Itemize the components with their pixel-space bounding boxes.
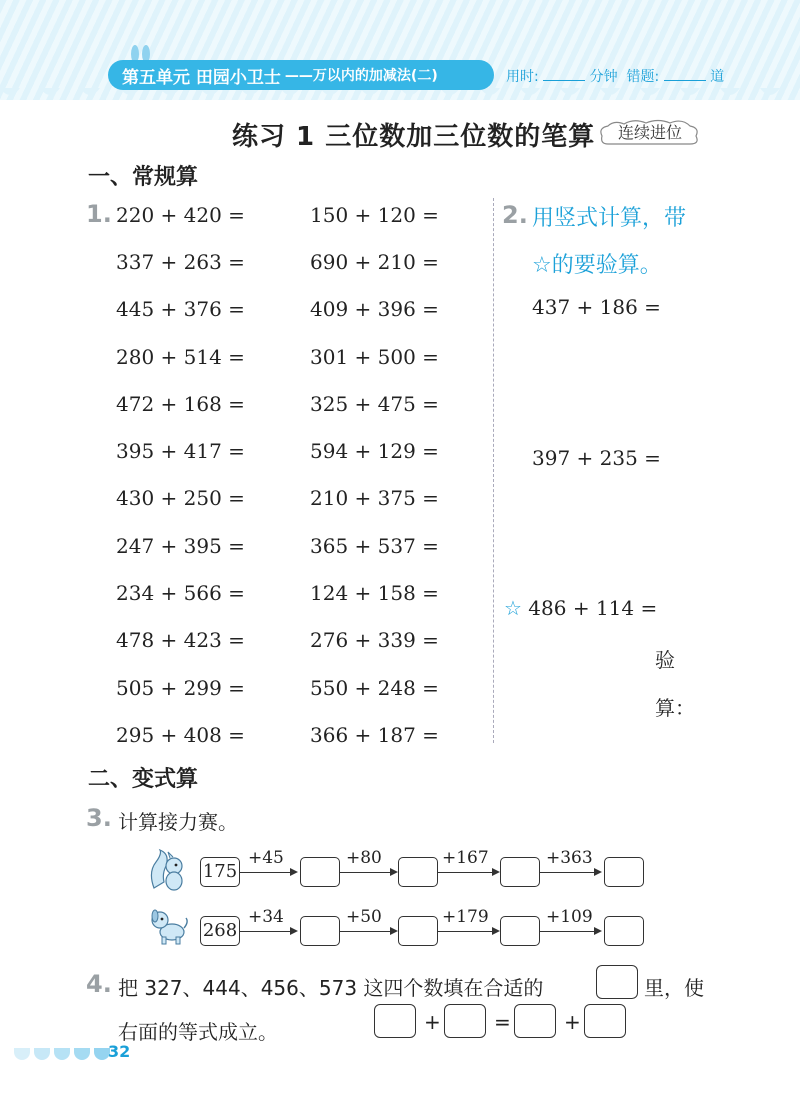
step-operator: +50 bbox=[346, 907, 382, 927]
page-title: 练习 1 三位数加三位数的笔算 bbox=[232, 122, 596, 152]
step-operator: +167 bbox=[442, 848, 489, 868]
check-label-1: 验 bbox=[655, 648, 675, 672]
equation: 301 + 500 = bbox=[310, 345, 439, 369]
equation: 295 + 408 = bbox=[116, 723, 245, 747]
question-number-3: 3. bbox=[86, 804, 112, 832]
q2-equation-1: 437 + 186 = bbox=[532, 295, 661, 319]
q2-instruction-line2: ☆的要验算。 bbox=[532, 253, 662, 278]
minute-label: 分钟 bbox=[589, 69, 618, 85]
relay-chain-1 bbox=[150, 850, 670, 900]
arrow bbox=[240, 872, 290, 873]
q4-instruction-line2: 右面的等式成立。 bbox=[118, 1020, 278, 1044]
arrow bbox=[540, 872, 594, 873]
equation: 247 + 395 = bbox=[116, 534, 245, 558]
item-label: 道 bbox=[710, 69, 725, 85]
equation: 234 + 566 = bbox=[116, 581, 245, 605]
error-blank[interactable] bbox=[664, 68, 706, 81]
footer-dot bbox=[74, 1048, 90, 1060]
equation: 124 + 158 = bbox=[310, 581, 439, 605]
step-operator: +45 bbox=[248, 848, 284, 868]
arrow-head-icon bbox=[290, 927, 298, 935]
sample-box-icon bbox=[596, 965, 638, 999]
fill-box[interactable] bbox=[374, 1004, 416, 1038]
arrow bbox=[540, 931, 594, 932]
header-wave bbox=[0, 88, 800, 112]
footer-dot bbox=[54, 1048, 70, 1060]
equation: 210 + 375 = bbox=[310, 486, 439, 510]
equation: 337 + 263 = bbox=[116, 250, 245, 274]
topic-tag-label: 连续进位 bbox=[617, 123, 682, 142]
start-value-box: 268 bbox=[200, 916, 240, 946]
column-divider bbox=[493, 198, 494, 743]
step-operator: +34 bbox=[248, 907, 284, 927]
equation: 220 + 420 = bbox=[116, 203, 245, 227]
time-error-record bbox=[506, 66, 724, 86]
star-icon: ☆ bbox=[504, 596, 522, 620]
equation: 395 + 417 = bbox=[116, 439, 245, 463]
arrow-head-icon bbox=[290, 868, 298, 876]
equation: 472 + 168 = bbox=[116, 392, 245, 416]
q3-instruction: 计算接力赛。 bbox=[118, 810, 238, 834]
unit-label: 第五单元 田园小卫士 bbox=[122, 67, 281, 88]
arrow bbox=[340, 872, 390, 873]
answer-box[interactable] bbox=[500, 857, 540, 887]
q2-equation-2: 397 + 235 = bbox=[532, 446, 661, 470]
error-label: 错题: bbox=[626, 69, 660, 85]
step-operator: +80 bbox=[346, 848, 382, 868]
unit-subtitle: ——万以内的加减法(二) bbox=[284, 68, 438, 84]
q2-equation-3 bbox=[504, 596, 657, 620]
equation: 478 + 423 = bbox=[116, 628, 245, 652]
section-heading-1: 一、常规算 bbox=[88, 165, 199, 190]
answer-box[interactable] bbox=[604, 857, 644, 887]
arrow-head-icon bbox=[594, 927, 602, 935]
question-number-4: 4. bbox=[86, 970, 112, 998]
answer-box[interactable] bbox=[604, 916, 644, 946]
step-operator: +179 bbox=[442, 907, 489, 927]
equation: 445 + 376 = bbox=[116, 297, 245, 321]
fill-box[interactable] bbox=[514, 1004, 556, 1038]
equation: 276 + 339 = bbox=[310, 628, 439, 652]
arrow-head-icon bbox=[492, 868, 500, 876]
equals-sign: = bbox=[494, 1010, 511, 1034]
answer-box[interactable] bbox=[500, 916, 540, 946]
arrow bbox=[340, 931, 390, 932]
fill-box[interactable] bbox=[444, 1004, 486, 1038]
fill-box[interactable] bbox=[584, 1004, 626, 1038]
step-operator: +109 bbox=[546, 907, 593, 927]
topic-tag bbox=[598, 118, 702, 148]
q4-instruction-line1-end: 里，使 bbox=[644, 976, 704, 1000]
unit-badge bbox=[108, 60, 494, 90]
question-number-2: 2. bbox=[502, 201, 528, 229]
question-number-1: 1. bbox=[86, 200, 112, 228]
step-operator: +363 bbox=[546, 848, 593, 868]
answer-box[interactable] bbox=[398, 857, 438, 887]
answer-box[interactable] bbox=[398, 916, 438, 946]
equation: 366 + 187 = bbox=[310, 723, 439, 747]
answer-box[interactable] bbox=[300, 916, 340, 946]
footer-dot bbox=[14, 1048, 30, 1060]
equation: 594 + 129 = bbox=[310, 439, 439, 463]
equation: 505 + 299 = bbox=[116, 676, 245, 700]
page-number: 32 bbox=[108, 1042, 131, 1061]
equation: 430 + 250 = bbox=[116, 486, 245, 510]
arrow-head-icon bbox=[390, 927, 398, 935]
equation: 550 + 248 = bbox=[310, 676, 439, 700]
arrow-head-icon bbox=[594, 868, 602, 876]
arrow bbox=[438, 931, 492, 932]
section-heading-2: 二、变式算 bbox=[88, 767, 199, 792]
q4-instruction-line1: 把 327、444、456、573 这四个数填在合适的 bbox=[118, 976, 544, 1000]
footer-dot bbox=[34, 1048, 50, 1060]
equation: 325 + 475 = bbox=[310, 392, 439, 416]
equation: 409 + 396 = bbox=[310, 297, 439, 321]
q2-instruction-line1: 用竖式计算，带 bbox=[532, 206, 687, 231]
plus-sign: + bbox=[424, 1010, 441, 1034]
equation: 150 + 120 = bbox=[310, 203, 439, 227]
check-label-2: 算： bbox=[655, 696, 695, 720]
equation: 365 + 537 = bbox=[310, 534, 439, 558]
equation: 280 + 514 = bbox=[116, 345, 245, 369]
answer-box[interactable] bbox=[300, 857, 340, 887]
arrow-head-icon bbox=[492, 927, 500, 935]
start-value-box: 175 bbox=[200, 857, 240, 887]
equation: 690 + 210 = bbox=[310, 250, 439, 274]
plus-sign: + bbox=[564, 1010, 581, 1034]
time-label: 用时: bbox=[506, 69, 539, 85]
relay-chain-2 bbox=[150, 909, 670, 959]
footer-decoration bbox=[14, 1048, 110, 1060]
arrow bbox=[240, 931, 290, 932]
q2-equation-3-text: 486 + 114 = bbox=[528, 596, 658, 620]
arrow bbox=[438, 872, 492, 873]
arrow-head-icon bbox=[390, 868, 398, 876]
time-blank[interactable] bbox=[543, 68, 585, 81]
